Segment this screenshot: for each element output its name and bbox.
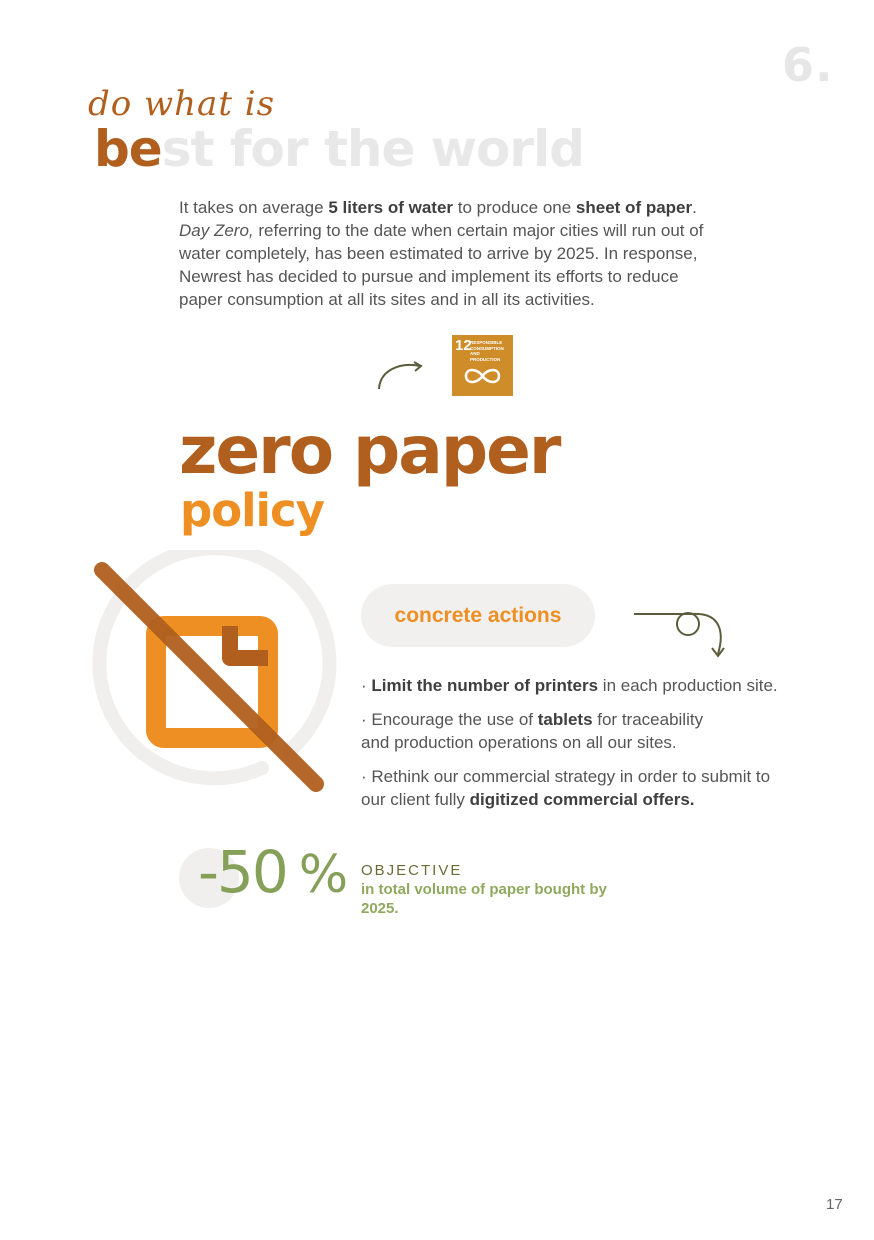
intro-p2-a: Day Zero, — [179, 221, 254, 240]
action-item-2 — [361, 708, 721, 754]
section-title-light: st for the world — [161, 120, 584, 178]
section-title-dark: be — [94, 120, 162, 178]
concrete-actions-label: concrete actions — [394, 603, 562, 627]
objective-text: in total volume of paper bought by 2025. — [361, 881, 607, 917]
arrow-curve-icon — [372, 358, 428, 394]
objective-value — [198, 838, 346, 906]
action-1-bold: Limit the number of printers — [371, 676, 599, 695]
headline-line-2: policy — [180, 484, 324, 537]
action-2-prefix: · Encourage the use of — [361, 710, 538, 729]
objective-number: -50 — [198, 838, 287, 906]
intro-p1-e: . — [692, 198, 697, 217]
section-title — [94, 120, 584, 178]
no-paper-icon — [80, 550, 340, 810]
intro-paragraph-2 — [179, 219, 719, 311]
action-2-bold: tablets — [537, 710, 593, 729]
page-number: 17 — [826, 1196, 843, 1213]
action-3-prefix: · Rethink our commercial strategy in order to submit to our client fully — [361, 767, 771, 809]
intro-p1-c: to produce one — [453, 198, 576, 217]
objective-percent-sign: % — [298, 845, 347, 905]
objective-label: OBJECTIVE — [361, 862, 463, 879]
headline-line-1: zero paper — [179, 412, 560, 489]
infinity-icon — [462, 365, 503, 387]
action-3-bold: digitized commercial offers. — [469, 790, 695, 809]
action-item-1 — [361, 674, 821, 697]
actions-list — [361, 674, 821, 822]
action-1-prefix: · — [361, 676, 372, 695]
intro-p2-b: referring to the date when certain major cities will run out of water completely, has been estimated to arrive by 2025. In response, Newrest has decided to pursue and implement its efforts to reduce paper consumption at all its sites and in all its activities. — [179, 221, 704, 309]
sdg-label: RESPONSIBLE CONSUMPTION AND PRODUCTION — [470, 340, 504, 362]
action-1-rest: in each production site. — [598, 676, 778, 695]
intro-text — [179, 196, 719, 311]
section-number: 6. — [782, 38, 834, 92]
intro-p1-d: sheet of paper — [575, 198, 693, 217]
intro-paragraph-1 — [179, 196, 719, 219]
sdg-12-badge — [452, 335, 513, 396]
sdg-number: 12 — [455, 337, 472, 354]
concrete-actions-pill — [361, 584, 595, 647]
intro-p1-a: It takes on average — [179, 198, 329, 217]
loop-arrow-icon — [632, 604, 732, 660]
script-tagline: do what is — [88, 84, 276, 124]
intro-p1-b: 5 liters of water — [328, 198, 454, 217]
action-2-rest: for traceability and production operations on all our sites. — [361, 710, 704, 752]
action-item-3 — [361, 765, 791, 811]
